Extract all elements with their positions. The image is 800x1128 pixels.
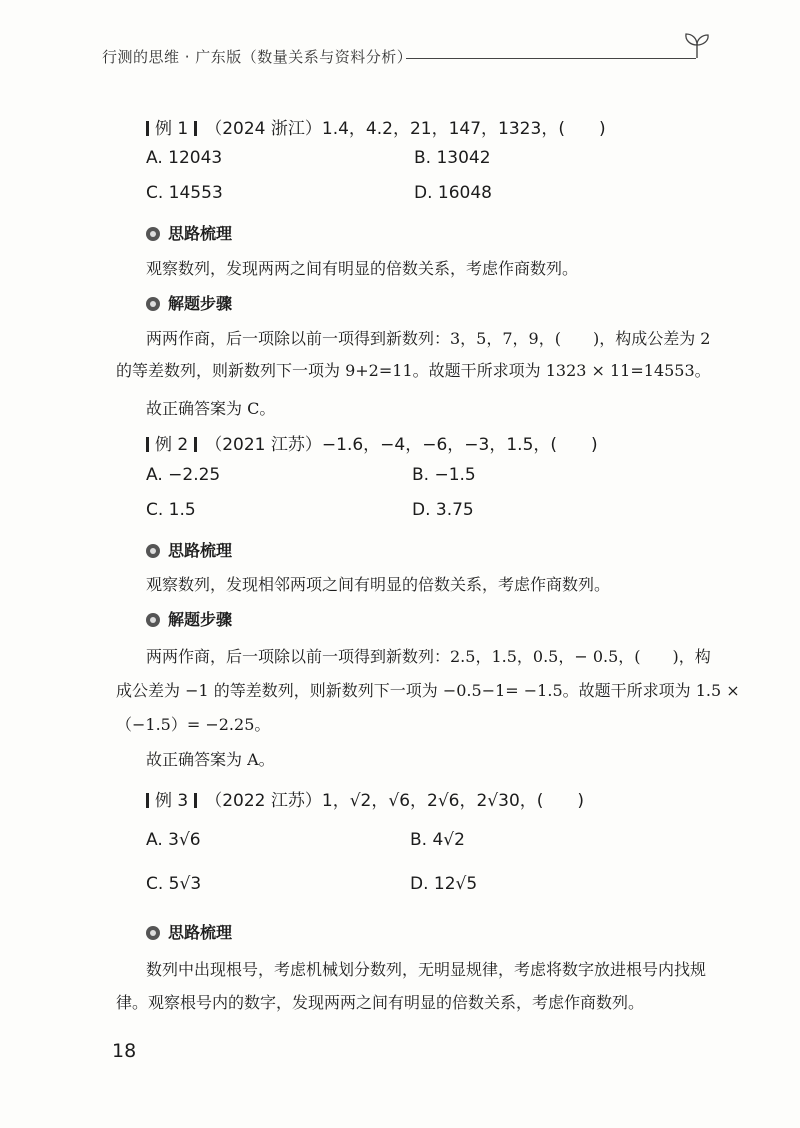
steps-line: 两两作商，后一项除以前一项得到新数列：2.5，1.5，0.5，− 0.5，( )，构	[146, 647, 711, 666]
bracket-mark	[194, 121, 197, 136]
answer-text: 故正确答案为 A。	[146, 750, 275, 769]
option-b: B. 13042	[414, 148, 491, 168]
example-source: （2024 浙江）1.4，4.2，21，147，1323，( )	[205, 119, 606, 139]
example-source: （2021 江苏）−1.6，−4，−6，−3，1.5，( )	[205, 435, 598, 455]
idea-section-title	[146, 221, 232, 244]
section-title-text: 解题步骤	[168, 294, 233, 313]
section-bullet-icon	[146, 227, 160, 241]
option-c: C. 14553	[146, 183, 223, 203]
option-c: C. 5√3	[146, 874, 202, 894]
steps-line: 两两作商，后一项除以前一项得到新数列：3，5，7，9，( )，构成公差为 2	[146, 329, 711, 348]
bracket-mark	[146, 793, 149, 808]
header-rule	[406, 58, 696, 59]
option-a: A. 3√6	[146, 830, 201, 850]
answer-text: 故正确答案为 C。	[146, 399, 276, 418]
option-d: D. 16048	[414, 183, 492, 203]
bracket-mark	[146, 437, 149, 452]
option-c: C. 1.5	[146, 500, 196, 520]
example-label: 例 2	[155, 435, 189, 455]
section-bullet-icon	[146, 926, 160, 940]
option-a: A. 12043	[146, 148, 223, 168]
page-number: 18	[112, 1040, 137, 1062]
option-a: A. −2.25	[146, 465, 221, 485]
example-source: （2022 江苏）1，√2，√6，2√6，2√30，( )	[205, 791, 585, 811]
idea-section-title	[146, 538, 232, 561]
section-bullet-icon	[146, 613, 160, 627]
bracket-mark	[146, 121, 149, 136]
option-d: D. 12√5	[410, 874, 478, 894]
section-title-text: 思路梳理	[168, 224, 233, 243]
example-label: 例 1	[155, 119, 189, 139]
steps-section-title	[146, 291, 232, 314]
section-title-text: 思路梳理	[168, 541, 233, 560]
example-3-heading	[146, 786, 584, 811]
sprout-icon	[682, 30, 712, 60]
idea-text: 观察数列，发现相邻两项之间有明显的倍数关系，考虑作商数列。	[146, 575, 611, 594]
option-b: B. −1.5	[412, 465, 476, 485]
section-bullet-icon	[146, 297, 160, 311]
section-title-text: 思路梳理	[168, 923, 233, 942]
option-d: D. 3.75	[412, 500, 474, 520]
example-label: 例 3	[155, 791, 189, 811]
steps-line: 的等差数列，则新数列下一项为 9+2=11。故题干所求项为 1323 × 11=14553。	[116, 361, 711, 380]
running-header: 行测的思维 · 广东版（数量关系与资料分析）	[102, 48, 413, 66]
idea-line: 数列中出现根号，考虑机械划分数列，无明显规律，考虑将数字放进根号内找规	[146, 960, 707, 979]
example-1-heading	[146, 114, 606, 139]
idea-line: 律。观察根号内的数字，发现两两之间有明显的倍数关系，考虑作商数列。	[116, 993, 645, 1012]
idea-section-title	[146, 920, 232, 943]
idea-text: 观察数列，发现两两之间有明显的倍数关系，考虑作商数列。	[146, 259, 579, 278]
steps-section-title	[146, 607, 232, 630]
section-bullet-icon	[146, 544, 160, 558]
section-title-text: 解题步骤	[168, 610, 233, 629]
steps-line: （−1.5）= −2.25。	[116, 715, 271, 734]
option-b: B. 4√2	[410, 830, 465, 850]
steps-line: 成公差为 −1 的等差数列，则新数列下一项为 −0.5−1= −1.5。故题干所求项为 1.5 ×	[116, 681, 740, 700]
bracket-mark	[194, 793, 197, 808]
example-2-heading	[146, 430, 598, 455]
bracket-mark	[194, 437, 197, 452]
